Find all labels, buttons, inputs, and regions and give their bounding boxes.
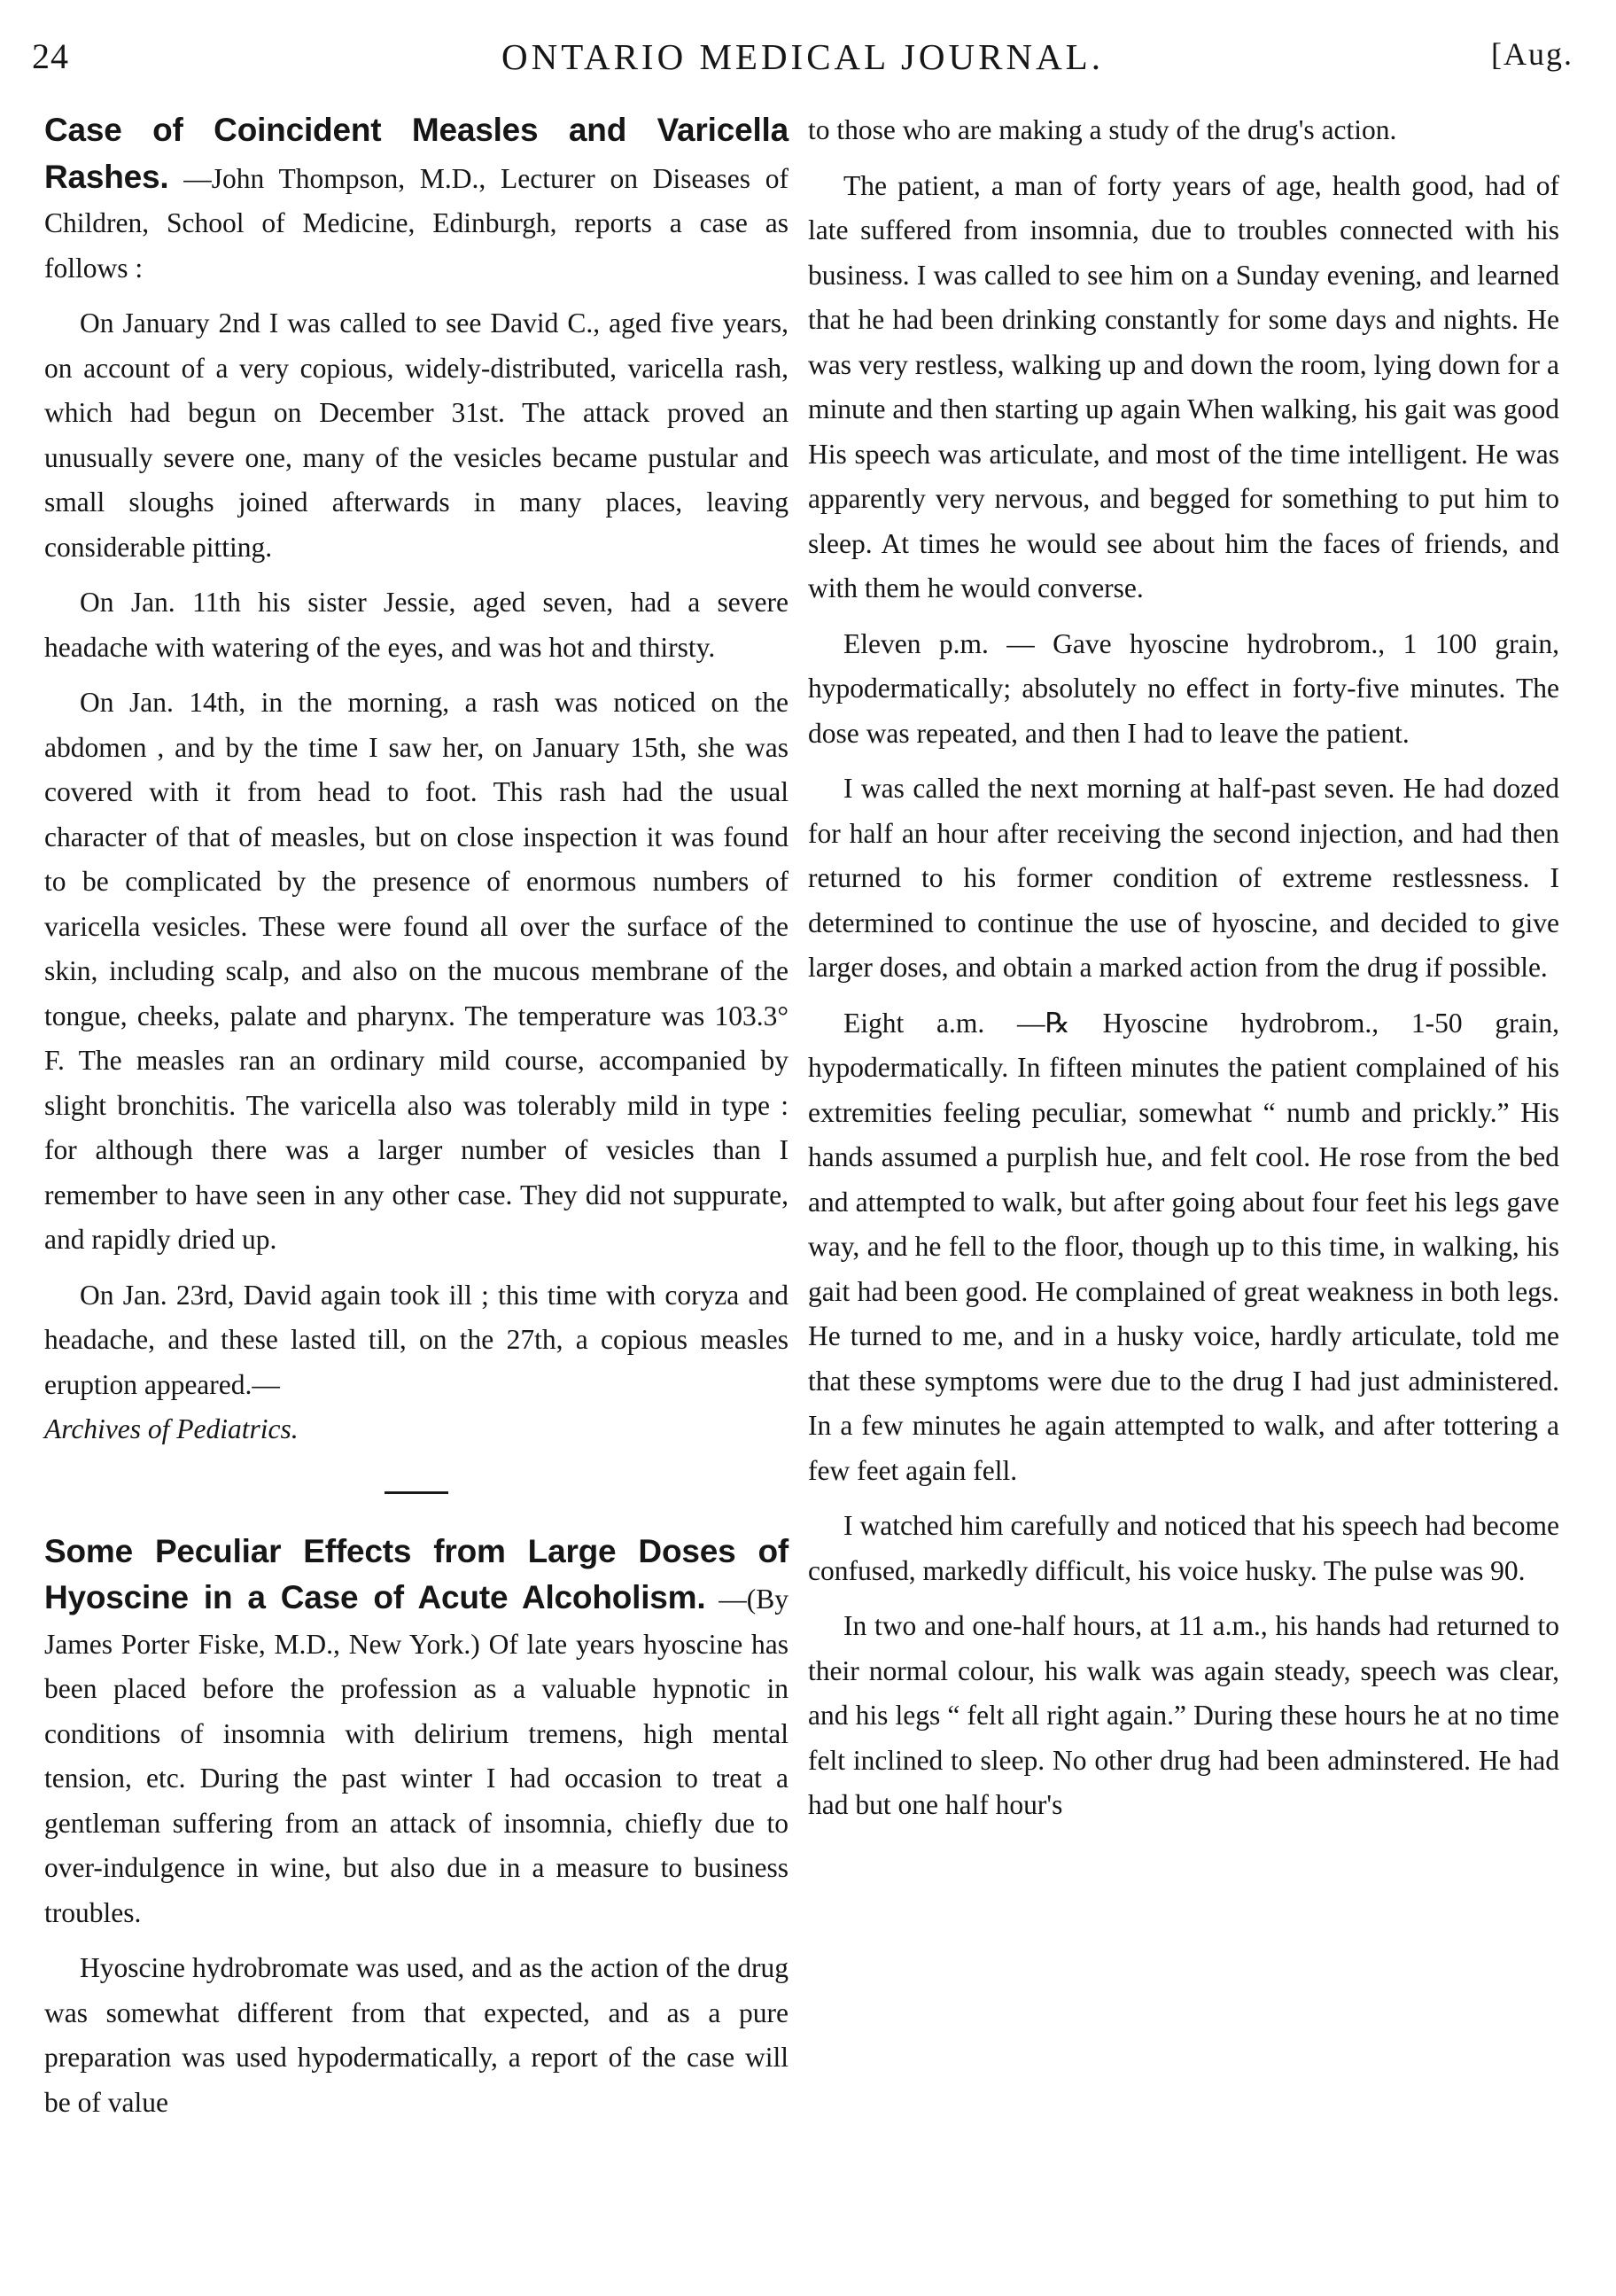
issue-month: [Aug. xyxy=(1491,36,1573,72)
article2-byline: —(By James Porter Fiske, M.D., New York.) Of late years hyoscine has been placed before the profession as a valuable hypnotic in conditions of insomnia with delirium tremens, high mental tension, etc. During the past winter I had occasion to treat a gentleman suffering from an attack of insomnia, chiefly due to over-indulgence in wine, but also due in a measure to business troubles. xyxy=(44,1584,789,1928)
right-column xyxy=(808,108,1559,1839)
article1-intro xyxy=(44,108,789,291)
article1-paragraph: On January 2nd I was called to see David C., aged five years, on account of a very copious, widely-distributed, varicella rash, which had begun on December 31st. The attack proved an unusually severe one, many of the vesicles became pustular and small sloughs joined afterwards in many places, leaving considerable pitting. xyxy=(44,307,789,563)
article2-paragraph: Hyoscine hydrobromate was used, and as the action of the drug was somewhat different from that expected, and as a pure preparation was used hypodermatically, a report of the case will be of value xyxy=(44,1952,789,2118)
page-number: 24 xyxy=(32,36,69,76)
article2-paragraph: In two and one-half hours, at 11 a.m., his hands had returned to their normal colour, his walk was again steady, speech was clear, and his legs “ felt all right again.” During these hours he at no time felt inclined to sleep. No other drug had been adminstered. He had had but one half hour's xyxy=(808,1610,1559,1820)
article2-continuation: to those who are making a study of the drug's action. xyxy=(808,114,1397,145)
section-divider xyxy=(385,1491,448,1494)
article1-last-text: On Jan. 23rd, David again took ill ; this time with coryza and headache, and these lasted till, on the 27th, a copious measles eruption appeared.— xyxy=(44,1279,789,1400)
article2-paragraph: Eight a.m. —℞ Hyoscine hydrobrom., 1-50 grain, hypodermatically. In fifteen minutes the patient complained of his extremities feeling peculiar, somewhat “ numb and prickly.” His hands assumed a purplish hue, and felt cool. He rose from the bed and attempted to walk, but after going about four feet his legs gave way, and he fell to the floor, though up to this time, in walking, his gait had been good. He complained of great weakness in both legs. He turned to me, and in a husky voice, hardly articulate, told me that these symptoms were due to the drug I had just administered. In a few minutes he again attempted to walk, and after tottering a few feet again fell. xyxy=(808,1007,1559,1486)
journal-title: ONTARIO MEDICAL JOURNAL. xyxy=(501,36,1104,77)
article1-paragraph: On Jan. 14th, in the morning, a rash was noticed on the abdomen , and by the time I saw her, on January 15th, she was covered with it from head to foot. This rash had the usual character of that of measles, but on close inspection it was found to be complicated by the presence of enormous numbers of varicella vesicles. These were found all over the surface of the skin, including scalp, and also on the mucous membrane of the tongue, cheeks, palate and pharynx. The temperature was 103.3° F. The measles ran an ordinary mild course, accompanied by slight bronchitis. The varicella also was tolerably mild in type : for although there was a larger number of vesicles than I remember to have seen in any other case. They did not suppurate, and rapidly dried up. xyxy=(44,687,789,1255)
running-head xyxy=(32,27,1573,89)
article2-paragraph: The patient, a man of forty years of age, health good, had of late suffered from insomnia, due to troubles connected with his business. I was called to see him on a Sunday evening, and learned that he had been drinking constantly for some days and nights. He was very restless, walking up and down the room, lying down for a minute and then starting up again When walking, his gait was good His speech was articulate, and most of the time intelligent. He was apparently very nervous, and begged for something to put him to sleep. At times he would see about him the faces of friends, and with them he would converse. xyxy=(808,169,1560,603)
article1-paragraph: On Jan. 11th his sister Jessie, aged seven, had a severe headache with watering of the eyes, and was hot and thirsty. xyxy=(44,587,789,663)
article1-heading: Case of Coincident Measles and Varicella Rashes. xyxy=(44,112,789,195)
article2-paragraph: Eleven p.m. — Gave hyoscine hydrobrom., 1 100 grain, hypodermatically; absolutely no effect in forty-five minutes. The dose was repeated, and then I had to leave the patient. xyxy=(808,627,1559,749)
article2-heading: Some Peculiar Effects from Large Doses of Hyoscine in a Case of Acute Alcoholism. xyxy=(44,1532,789,1615)
article2-paragraph: I watched him carefully and noticed that his speech had become confused, markedly difficult, his voice husky. The pulse was 90. xyxy=(808,1510,1559,1586)
article1-source: Archives of Pediatrics. xyxy=(44,1413,299,1444)
left-column xyxy=(44,108,789,2136)
article2-intro xyxy=(44,1529,789,1936)
article1-paragraph-last xyxy=(44,1273,789,1452)
article1-byline: —John Thompson, M.D., Lecturer on Diseases of Children, School of Medicine, Edinburgh, reports a case as follows : xyxy=(44,162,789,284)
article2-paragraph: I was called the next morning at half-past seven. He had dozed for half an hour after receiving the second injection, and had then returned to his former condition of extreme restlessness. I determined to continue the use of hyoscine, and decided to give larger doses, and obtain a marked action from the drug if possible. xyxy=(808,773,1559,983)
